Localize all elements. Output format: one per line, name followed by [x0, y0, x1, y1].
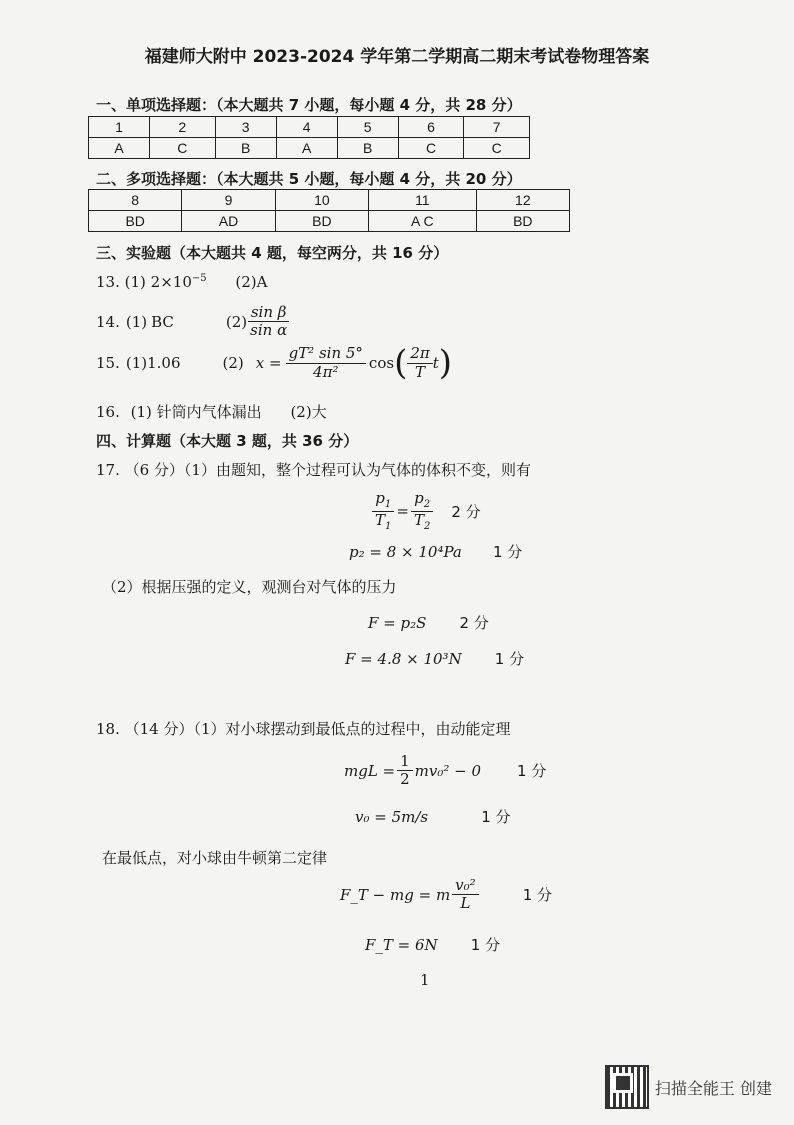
question-number: 10 [275, 190, 368, 211]
q18-intro: 18. （14 分）（1）对小球摆动到最低点的过程中，由动能定理 [96, 720, 511, 738]
q14-answer2-fraction [247, 304, 290, 340]
page-number: 1 [420, 971, 430, 989]
section-1-heading: 一、单项选择题：（本大题共 7 小题，每小题 4 分，共 28 分） [96, 96, 522, 114]
equation-lhs: F_T − mg = m [340, 885, 451, 904]
fraction-numerator: 1 [397, 753, 413, 771]
q13-answer1-exponent: −5 [191, 273, 207, 284]
score-label: 1 分 [470, 936, 501, 954]
q17-equation-4 [345, 648, 524, 669]
q14-line [96, 304, 290, 340]
q13-part1-label: (1) [124, 273, 146, 291]
q13-number: 13. [96, 273, 120, 291]
score-label: 2 分 [451, 502, 481, 521]
answer-cell: C [464, 138, 530, 159]
q15-number: 15. [96, 354, 120, 372]
fraction [452, 877, 479, 913]
q13-answer2: (2)A [235, 273, 268, 291]
equation-text: v₀ = 5m/s [355, 808, 429, 826]
answer-cell: AD [182, 211, 275, 232]
q16-answer2: (2)大 [290, 403, 327, 421]
answer-cell: BD [89, 211, 182, 232]
score-label: 1 分 [481, 808, 511, 826]
fraction-denominator: 4π² [313, 362, 339, 381]
equation-text: F = 4.8 × 10³N [345, 650, 462, 668]
q18-equation-1 [344, 753, 546, 789]
score-label: 1 分 [522, 886, 552, 905]
subscript: 2 [423, 520, 431, 532]
fraction-numerator: sin β [248, 304, 290, 322]
question-number: 4 [276, 117, 337, 138]
question-number: 1 [89, 117, 150, 138]
question-number: 5 [337, 117, 398, 138]
qr-code-icon [605, 1065, 649, 1109]
scanner-watermark [605, 1065, 772, 1109]
answer-cell: A C [369, 211, 477, 232]
q18-mid-text: 在最低点，对小球由牛顿第二定律 [102, 849, 328, 867]
q18-equation-4 [365, 934, 500, 955]
watermark-text: 扫描全能王 创建 [654, 1078, 772, 1098]
q15-cos: cos [368, 354, 395, 372]
answer-cell: BD [476, 211, 569, 232]
q17-equation-2 [349, 541, 522, 562]
subscript: 1 [385, 520, 392, 532]
question-number: 11 [369, 190, 477, 211]
fraction-denominator: sin α [250, 321, 288, 340]
fraction [411, 490, 433, 532]
q14-number: 14. [96, 312, 120, 331]
q18-equation-3 [340, 877, 552, 913]
fraction-denominator: L [460, 894, 471, 913]
q15-amplitude-fraction [286, 345, 366, 381]
left-paren: ( [394, 343, 408, 383]
equation-text: F_T = 6N [365, 936, 438, 954]
question-number: 2 [150, 117, 216, 138]
q14-part2-label: (2) [225, 312, 248, 331]
fraction [397, 753, 413, 789]
question-number: 6 [398, 117, 464, 138]
symbol: p [414, 489, 424, 507]
answer-cell: B [337, 138, 398, 159]
page-title: 福建师大附中 2023-2024 学年第二学期高二期末考试卷物理答案 [144, 47, 650, 67]
fraction-numerator: gT² sin 5° [286, 345, 366, 363]
q17-intro: 17. （6 分）（1）由题知，整个过程可认为气体的体积不变，则有 [96, 461, 531, 479]
answer-cell: C [398, 138, 464, 159]
q16-answer1: (1) 针筒内气体漏出 [130, 403, 262, 421]
answer-cell: C [150, 138, 216, 159]
single-choice-table [88, 116, 530, 159]
q17-equation-1: $\frac{p_1}{T_1}$ = $\frac{p_2}{T_2}$ 2 分 [372, 490, 481, 532]
q15-answer1: (1)1.06 [125, 354, 181, 372]
score-label: 2 分 [459, 614, 489, 632]
section-2-heading: 二、多项选择题：（本大题共 5 小题，每小题 4 分，共 20 分） [96, 170, 522, 188]
fraction-denominator: 2 [400, 770, 410, 789]
answer-cell: A [276, 138, 337, 159]
fraction-denominator: T [415, 362, 426, 381]
q16-number: 16. [96, 403, 120, 421]
score-label: 1 分 [517, 762, 547, 781]
q15-part2-label: (2) [222, 354, 244, 372]
section-4-heading: 四、计算题（本大题 3 题，共 36 分） [96, 432, 359, 450]
q16-line [96, 401, 327, 422]
right-paren: ) [438, 343, 453, 383]
symbol: p [375, 489, 385, 507]
subscript: 1 [384, 499, 392, 510]
question-number: 8 [89, 190, 182, 211]
q15-lhs: x = [255, 354, 282, 372]
equation-text: p₂ = 8 × 10⁴Pa [349, 543, 462, 561]
question-number: 12 [476, 190, 569, 211]
section-3-heading: 三、实验题（本大题共 4 题，每空两分，共 16 分） [96, 244, 449, 262]
q15-line [96, 343, 452, 383]
q15-time-var: t [432, 354, 439, 372]
answer-cell: A [89, 138, 150, 159]
answer-cell: B [215, 138, 276, 159]
question-number: 9 [182, 190, 275, 211]
subscript: 2 [423, 499, 431, 510]
symbol: T [375, 510, 386, 529]
table-row [89, 190, 570, 211]
symbol: T [413, 510, 424, 529]
table-row [89, 211, 570, 232]
q14-part1-label: (1) [125, 312, 148, 331]
fraction-numerator: 2π [407, 345, 432, 363]
multi-choice-table [88, 189, 570, 232]
q13-line [96, 273, 268, 291]
score-label: 1 分 [492, 543, 523, 561]
equation-lhs: mgL = [344, 761, 396, 780]
answer-cell: BD [275, 211, 368, 232]
q13-answer1: 2×10 [150, 273, 192, 291]
score-label: 1 分 [494, 650, 525, 668]
question-number: 3 [215, 117, 276, 138]
table-row [89, 117, 530, 138]
q18-equation-2 [355, 806, 511, 827]
q14-answer1: BC [151, 312, 174, 331]
fraction-numerator: v₀² [452, 877, 479, 895]
q17-equation-3 [368, 612, 489, 633]
question-number: 7 [464, 117, 530, 138]
q17-part2: （2）根据压强的定义，观测台对气体的压力 [102, 578, 397, 596]
q15-angular-fraction [407, 345, 432, 381]
table-row [89, 138, 530, 159]
fraction [372, 490, 394, 532]
equation-rhs: mv₀² − 0 [414, 761, 482, 780]
equation-text: F = p₂S [368, 614, 427, 632]
